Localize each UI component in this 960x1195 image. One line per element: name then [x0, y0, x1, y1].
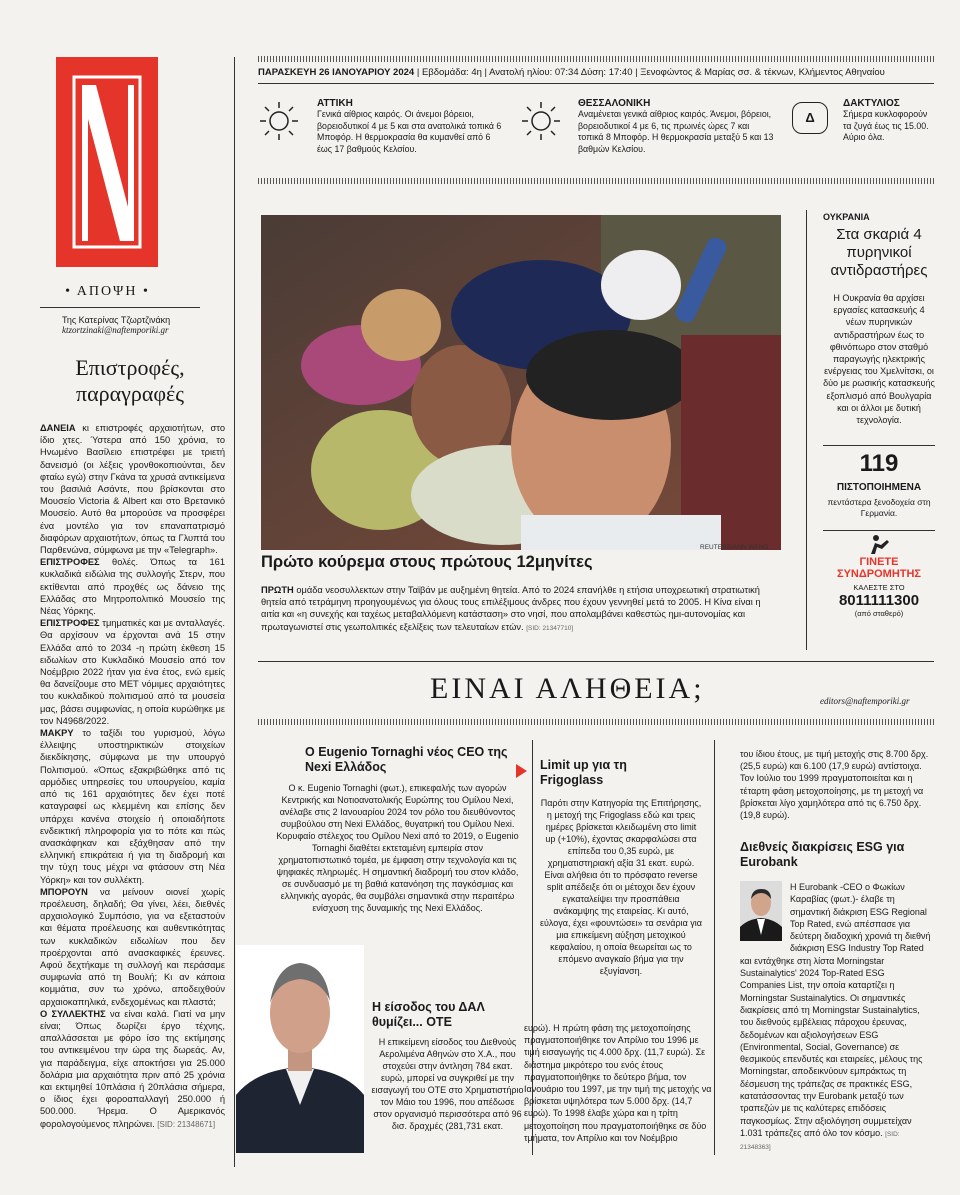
weather-region: ΘΕΣΣΑΛΟΝΙΚΗ [578, 98, 651, 109]
stat-sub: πεντάστερα ξενοδοχεία στη Γερμανία. [827, 497, 931, 518]
subscribe-call: ΚΑΛΕΣΤΕ ΣΤΟ [853, 583, 905, 592]
column-title-line1: Επιστροφές, [75, 355, 185, 380]
byline: Της Κατερίνας Τζωρτζινάκη [62, 315, 171, 325]
weather-ring [843, 98, 935, 144]
ukraine-kicker: ΟΥΚΡΑΝΙΑ [823, 212, 870, 222]
logo-block [56, 57, 158, 267]
weather-text: Σήμερα κυκλοφορούν τα ζυγά έως τις 15.00. Αύριο όλα. [843, 109, 929, 142]
column-title-line2: παραγραφές [75, 381, 184, 406]
weather-thessaloniki [578, 98, 776, 155]
photo-story-body: ΠΡΩΤΗ ομάδα νεοσυλλεκτων στην Ταϊβάν με αυξημένη θητεία. Από το 2024 επανήλθε η ετήσια υποχρεωτική στρατιωτική θητεία από τετράμηνη προηγουμένως για όλους τους επιλέξιμους άνδρες που έχουν γεννηθεί μετά το 2005. Η Κίνα είναι η αιτία και «η συνεχής και ταχέως μεταβαλλόμενη κατάσταση» στο νησί, που απολαμβάνει καθεστώς ημι-αυτονομίας και πρωταγωνιστεί στις γεωπολιτικές εξελίξεις των τελευταίων ετών. [SID: 21347710] [261, 585, 761, 632]
subscribe-phone[interactable]: 8011111300 [838, 592, 920, 609]
column-paragraph: ΔΑΝΕΙΑ κι επιστροφές αρχαιοτήτων, στο ίδιο χτες. Ύστερα από 150 χρόνια, το Ηνωμένο Βασίλειο επιστρέφει με τριετή δανεισμό (οι λέξεις γρονθοκοπιούνται, δεν φταίω εγώ) στην Γκάνα τα χρυσά αντικείμενα του βασιλιά Ασάντε, που βρίσκονται στο Μουσείο Victoria & Albert και στο Βρετανικό Μουσείο. Αυτό θα μπορούσε να προσφέρει ένα μοντέλο για τον επαναπατρισμό διαφόρων αρχαιοτήτων, όπως τα Γλυπτά του Παρθενώνα, σύμφωνα με την «Telegraph». [40, 423, 225, 556]
dal-title: Η είσοδος του ΔΑΛ θυμίζει... ΟΤΕ [372, 1000, 485, 1029]
column-paragraph: Ο ΣΥΛΛΕΚΤΗΣ να είναι καλά. Γιατί να μην είναι; Όπως δωρίζει έργο τέχνης, απαλλάσσεται με φόρο ίσο της εκτίμησης του αντικειμένου την ώρα της δωρεάς. Αν, για παράδειγμα, είχε αποκτήσει για 25.000 δολάρια μια αρχαιότητα πριν από 25 χρόνια και εκτιμηθεί 10πλάσια ή 20πλάσια σήμερα, ο ίδιος έχει φοροαπαλλαγή 250.000 ή 500.000. Ήρεμα. Ο Αμερικανός φορολογούμενος πληρώνει. [SID: 21348671] [40, 1008, 226, 1129]
subscribe-note: (από σταθερό) [854, 609, 904, 618]
eurobank-sid: [SID: 21348363] [740, 1130, 900, 1151]
nexi-title: Ο Eugenio Tornaghi νέος CEO της Nexi Ελλάδος [305, 745, 508, 774]
dal-continuation-right: του ίδιου έτους, με τιμή μετοχής στις 8.700 δρχ. (25,5 ευρώ) και 6.100 (17,9 ευρώ) αντίστοιχα. Τον Ιούλιο του 1999 πραγματοποιείται και η τέταρτη φάση μετοχοποίησης, με τη μετοχή να βρίσκεται λίγο χαμηλότερα από τις 6.750 δρχ. (19,8 ευρώ). [740, 749, 929, 821]
photo-credit: REUTERS/ANN WANG [700, 544, 769, 551]
stat-number: 119 [859, 450, 899, 477]
subscribe-title1: ΓΙΝΕΤΕ [859, 556, 899, 568]
frigoglass-arrow-icon [516, 764, 527, 778]
haircut-photo [261, 215, 781, 550]
sun-icon [258, 100, 300, 142]
weather-attica [317, 98, 507, 155]
section-banner-title: ΕΙΝΑΙ ΑΛΗΘΕΙΑ; [430, 672, 705, 705]
stat-label: ΠΙΣΤΟΠΟΙΗΜΕΝΑ [836, 482, 922, 493]
column-paragraph: ΕΠΙΣΤΡΟΦΕΣ θολές. Όπως τα 161 κυκλαδικά ειδώλια της συλλογής Στερν, που εκτίθενται από προχθές ως δάνειο της Ελλάδας στο Μητροπολιτικό Μουσείο της Νέας Υόρκης. [40, 557, 225, 617]
week: Εβδομάδα: 4η [421, 67, 482, 78]
nexi-body: Ο κ. Eugenio Tornaghi (φωτ.), επικεφαλής των αγορών Κεντρικής και Νοτιοανατολικής Ευρώπης του Ομίλου Nexi, ανέλαβε στις 2 Ιανουαρίου 2024 τον ρόλο του διευθύνοντος συμβούλου στη Nexi Ελλάδος, θυγατρική του Ομίλου Nexi. Κορυφαίο στέλεχος του Ομίλου Nexi από το 2019, ο Eugenio Tornaghi διαθέτει εκτεταμένη εμπειρία στον χρηματοπιστωτικό τομέα, με έμφαση στην τεχνολογία και τις ψηφιακές πληρωμές. Η σημαντική διαδρομή του στον κλάδο, σε συνδυασμό με τη βαθιά κατανόηση της παγκόσμιας και ελληνικής αγοράς, θα συμβάλει σημαντικά στην περαιτέρω ενίσχυση της δυναμικής της Nexi Ελλάδος. [276, 783, 519, 913]
date: ΠΑΡΑΣΚΕΥΗ 26 ΙΑΝΟΥΑΡΙΟΥ 2024 [258, 67, 415, 78]
section-banner-email[interactable]: editors@naftemporiki.gr [820, 696, 910, 706]
subscribe-box[interactable] [823, 534, 935, 638]
column-paragraph: ΜΠΟΡΟΥΝ να μείνουν οιονεί χωρίς προέλευση, δηλαδή; Θα γίνει, λέει, διεθνές αρχαιολογικό Συμπόσιο, για να εξεταστούν και θέματα προέλευσης και αυθεντικότητας των κυκλαδικών ειδωλίων που δεν προέρχονται από ανασκαφικές έρευνες. Αφού δεχτήκαμε τη συλλογή και περάσαμε συμφωνία από τη Βουλή; Κι αν κάποια κομμάτια, συν τω χρόνω, αποδειχθούν αρχαιοκαπηλικά, ενδεχομένως και πλαστά; [40, 886, 225, 1007]
tornaghi-photo [236, 945, 364, 1153]
photo-sid: [SID: 21347710] [526, 624, 574, 632]
logo-n-icon [56, 57, 158, 267]
column-sid: [SID: 21348671] [157, 1119, 216, 1129]
subscribe-title2: ΣΥΝΔΡΟΜΗΤΗΣ [836, 568, 922, 580]
weather-text: Γενικά αίθριος καιρός. Οι άνεμοι βόρειοι, βορειοδυτικοί 4 με 5 και στα ανατολικά τοπικά 6 Μποφόρ. Η θερμοκρασία θα κυμανθεί από 6 έως 17 βαθμούς Κελσίου. [317, 109, 502, 154]
section-label: • ΑΠΟΨΗ • [65, 284, 150, 299]
column-byline [62, 315, 170, 335]
dal-continuation: ευρώ). Η πρώτη φάση της μετοχοποίησης πραγματοποιήθηκε τον Απρίλιο του 1996 με τιμή εισαγωγής τις 4.000 δρχ. (11,7 ευρώ). Σε διάστημα μικρότερο του ενός έτους πραγματοποιήθηκε το δεύτερο βήμα, τον Ιανουάριο του 1997, με την τιμή της μετοχής να βρίσκεται υψηλότερα των 5.000 δρχ. (14,7 ευρώ). Το 1998 έλαβε χώρα και η τρίτη μετοχοποίηση που πραγματοποιήθηκε σε δύο τμήματα, τον Απρίλιο και τον Νοέμβριο [524, 1023, 712, 1143]
byline-email[interactable]: ktzortzinaki@naftemporiki.gr [62, 325, 169, 335]
sunrise: Ανατολή ηλίου: 07:34 Δύση: 17:40 [489, 67, 633, 78]
reader-icon [867, 534, 891, 556]
weather-region: ΔΑΚΤΥΛΙΟΣ [843, 98, 900, 109]
eurobank-body: Η Eurobank -CEO ο Φωκίων Καραβίας (φωτ.)- έλαβε τη σημαντική διάκριση ESG Regional Top Rated, ενώ απέσπασε για δεύτερη διαδοχική χρονιά τη διεθνή διάκριση ESG Industry Top Rated και εντάχθηκε στη λίστα Morningstar Sustainalytics' 2024 Top-Rated ESG Companies List, την οποία καταρτίζει η Morningstar Sustainalytics. Οι σημαντικές διακρίσεις από τη Morningstar Sustainalytics, του διεθνούς εμβέλειας πάροχου έρευνας, δεδομένων και αξιολογήσεων ESG (Environmental, Social, Governance) σε θεσμικούς επενδυτές και εταιρείες, μέλους της Morningstar, αποδεικνύουν εμπράκτως τη δέσμευση της τράπεζας σε πρακτικές ESG, κατατάσσοντας την Eurobank μεταξύ των τραπεζών με τις καλύτερες επιδόσεις παγκοσμίως. Στην αξιολόγηση συμμετείχαν 1.031 τράπεζες από όλο τον κόσμο. [SID: 21348363] [740, 882, 931, 1151]
column-paragraph: ΕΠΙΣΤΡΟΦΕΣ τμηματικές και με ανταλλαγές. Θα αρχίσουν να έρχονται ανά 15 στην Ελλάδα από το 2034 -η πρώτη έκθεση 15 ειδωλίων στο Κυκλαδικό Μουσείο από τον Νοέμβριο 2022 ήταν για ένα έτος, ενώ εμείς θα δανείζουμε στο ΜΕΤ νόμιμες αρχαιότητες του κυκλαδικού πολιτισμού από τα μουσεία μας, βάσει συμφωνίας, η οποία κυρώθηκε με τον Ν4968/2022. [40, 618, 225, 726]
column-title [40, 355, 220, 407]
sun-icon [520, 100, 562, 142]
photo-story-title: Πρώτο κούρεμα στους πρώτους 12μηνίτες [261, 553, 593, 571]
column-paragraph: ΜΑΚΡΥ το ταξίδι του γυρισμού, λόγω έλλειψης υποστηρικτικών στοιχείων διεκδίκησης, σύμφωνα με την υπουργό Πολιτισμού. «Όπως εξακριβώθηκε από τις αρμόδιες υπηρεσίες του υπουργείου, καμία από τις 161 αρχαιότητες δεν έχει ποτέ καταγραφεί ως κλεμμένη και επίσης δεν υπάρχει κανένα στοιχείο ή οποιαδήποτε ενδεικτική πληροφορία για το πότε και πώς ανασκάφηκαν και εξάχθησαν από την ελληνική επικράτεια ή για τη διαδρομή και την τύχη τους μέχρι να φτάσουν στη Νέα Υόρκη» και τον συλλέκτη. [40, 728, 225, 885]
frigoglass-body: Παρότι στην Κατηγορία της Επιτήρησης, η μετοχή της Frigoglass εδώ και τρεις ημέρες βρίσκεται κλειδωμένη στο limit up (+10%), έχοντας σκαρφαλώσει στα επίπεδα του 0,35 ευρώ, με χρηματιστηριακή αξία 31 εκατ. ευρώ. Είναι αλήθεια ότι το πρόσφατο reverse split απέδειξε ότι οι μέτοχοι δεν έχουν εγκαταλείψει την προσπάθεια ανάκαμψης της εταιρείας. Κι αυτό, εύλογα, έχει «φουντώσει» τα σενάρια για μια επικείμενη αύξηση μετοχικού κεφαλαίου, η οποία θεωρείται ως το επόμενο αναγκαίο βήμα για την εξυγίανση. [540, 798, 702, 976]
weather-region: ΑΤΤΙΚΗ [317, 98, 353, 109]
dal-body: Η επικείμενη είσοδος του Διεθνούς Αερολιμένα Αθηνών στο Χ.Α., που στοχεύει στην άντληση 784 εκατ. ευρώ, μπορεί να συγκριθεί με την εισαγωγή του ΟΤΕ στο Χρηματιστήριο τον Μάιο του 1996, που απέδωσε στον οργανισμό περισσότερα από 96 δισ. δραχμές (281,731 εκατ. [371, 1037, 524, 1131]
column-body [40, 422, 225, 1130]
frigoglass-title: Limit up για τη Frigoglass [540, 758, 627, 787]
dateline: ΠΑΡΑΣΚΕΥΗ 26 ΙΑΝΟΥΑΡΙΟΥ 2024 | Εβδομάδα: 4η | Ανατολή ηλίου: 07:34 Δύση: 17:40 | Ξενοφώντος & Μαρίας σσ. & τέκνων, Κλήμεντος Αθηναίου [258, 67, 885, 78]
namedays: Ξενοφώντος & Μαρίας σσ. & τέκνων, Κλήμεντος Αθηναίου [640, 67, 885, 78]
ukraine-title: Στα σκαριά 4 πυρηνικοί αντιδραστήρες [830, 226, 928, 279]
ukraine-body: Η Ουκρανία θα αρχίσει εργασίες κατασκευής 4 νέων πυρηνικών αντιδραστήρων έως το φθινόπωρο στον σταθμό παραγωγής ηλεκτρικής ενέργειας του Χμελνίτσκι, οι δύο με ρωσικής κατασκευής εξοπλισμό από Βουλγαρία και οι άλλοι με δυτική τεχνολογία. [823, 293, 935, 426]
eurobank-title: Διεθνείς διακρίσεις ESG για Eurobank [740, 840, 905, 869]
weather-text: Αναμένεται γενικά αίθριος καιρός. Άνεμοι, βόρειοι, βορειοδυτικοί 4 με 6, τις πρωινές ώρες 7 και τοπικά 8 Μποφόρ. Η θερμοκρασία μεταξύ 5 και 13 βαθμών Κελσίου. [578, 109, 774, 154]
traffic-ring-icon: Δ [792, 102, 828, 134]
